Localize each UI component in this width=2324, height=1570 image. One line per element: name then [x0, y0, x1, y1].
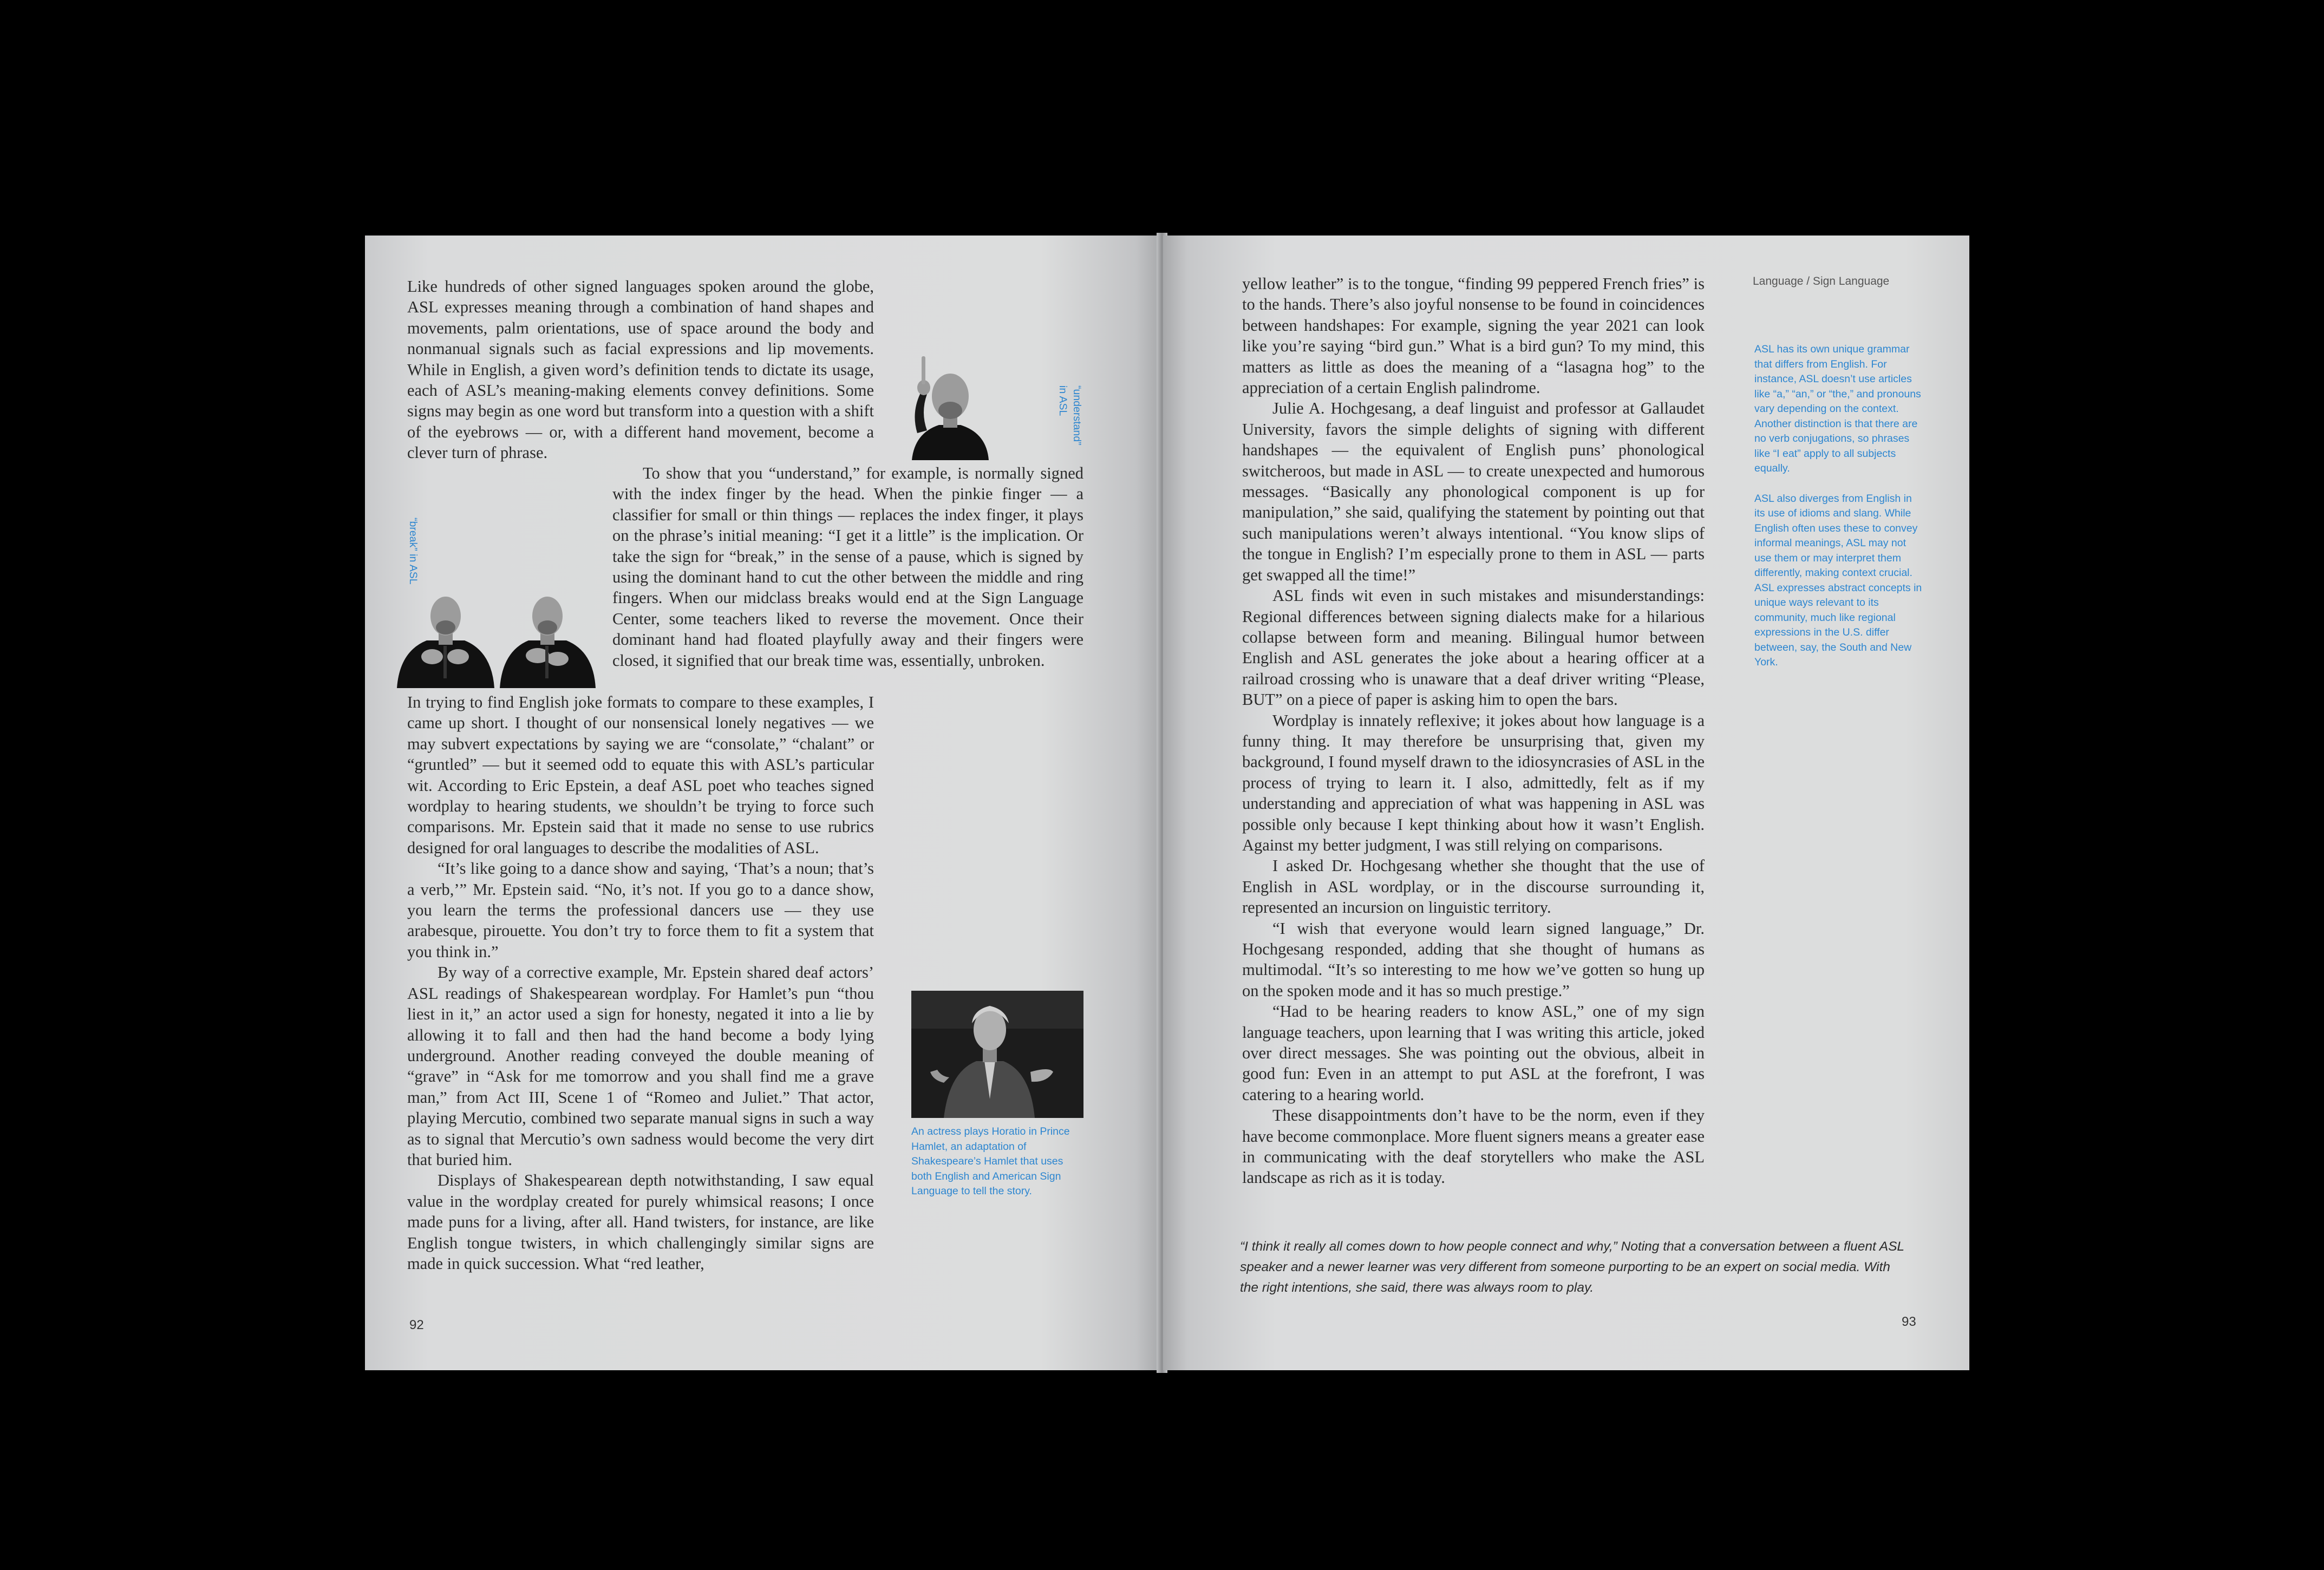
body-paragraph-dance: “It’s like going to a dance show and saying, ‘That’s a noun; that’s a verb,’” Mr. Epstein said. “No, it’s not. If you go to a dance show, you learn the terms the professional dancers use — they use arabesque, pirouette. You don’t try to force them to fit a system that you think in.”	[407, 859, 874, 961]
break-sign-photo-1	[394, 586, 497, 688]
body-paragraph-r3: ASL finds wit even in such mistakes and misunderstandings: Regional differences between signing dialects make for a hilarious collapse between form and meaning. Bilingual humor between English and ASL generates the joke about a hearing officer at a railroad crossing who is unaware that a deaf driver writing “Please, BUT” on a piece of paper is asking him to open the bars.	[1242, 586, 1705, 709]
body-column-right	[1242, 273, 1705, 1188]
sidenote-column	[1754, 342, 1922, 685]
hamlet-actress-photo	[911, 991, 1083, 1118]
body-paragraph-r1: yellow leather” is to the tongue, “finding 99 peppered French fries” is to the hands. There’s also joyful nonsense to be found in coincidences between handshapes: For example, signing the year 2021 can look like you’re saying “bird gun.” What is a bird gun? To my mind, this matters as little as does the meaning of a “lasagna hog” to the appreciation of a certain English palindrome.	[1242, 274, 1705, 397]
body-paragraph-joke: In trying to find English joke formats to compare to these examples, I came up short. I thought of our nonsensical lonely negatives — we may subvert expectations by saying we are “consolate,” “chalant” or “gruntled” — but it seemed odd to equate this with ASL’s particular wit. According to Eric Epstein, a deaf ASL poet who teaches signed wordplay to hearing students, we shouldn’t be trying to force such comparisons. Mr. Epstein said that it made no sense to use rubrics designed for oral languages to describe the modalities of ASL.	[407, 693, 874, 857]
body-paragraph-r4: Wordplay is innately reflexive; it jokes about how language is a funny thing. It may therefore be unsurprising that, given my background, I found myself drawn to the idiosyncrasies of ASL in the process of trying to learn it. I also, admittedly, felt as if my understanding and appreciation of what was happening in ASL was possible only because I kept thinking about how it wasn’t English. Against my better judgment, I was still relying on comparisons.	[1242, 711, 1705, 854]
body-paragraph-r7: “Had to be hearing readers to know ASL,” one of my sign language teachers, upon learning that I was writing this article, joked over direct messages. She was pointing out the obvious, albeit in good fun: Even in an attempt to put ASL at the forefront, I was catering to a hearing world.	[1242, 1002, 1705, 1104]
page-number-right: 93	[1902, 1314, 1916, 1329]
body-paragraph-r6: “I wish that everyone would learn signed language,” Dr. Hochgesang responded, adding that she thought of humans as multimodal. “It’s so interesting to me how we’ve gotten so hung up on the spoken mode and it has so much prestige.”	[1242, 919, 1705, 1000]
body-paragraph-r8: These disappointments don’t have to be the norm, even if they have become commonplace. More fluent signers means a greater ease in communicating with the deaf storytellers who make the ASL landscape as rich as it is today.	[1242, 1106, 1705, 1187]
caption-break: “break” in ASL	[407, 518, 419, 585]
body-paragraph-displays: Displays of Shakespearean depth notwithstanding, I saw equal value in the wordplay created for purely whimsical reasons; I once made puns for a living, after all. Hand twisters, for instance, are like English tongue twisters, in which challengingly similar signs are made in quick succession. What “red leather,	[407, 1171, 874, 1273]
body-paragraph-intro: Like hundreds of other signed languages spoken around the globe, ASL expresses meaning through a combination of hand shapes and movements, palm orientations, use of space around the body and nonmanual signals such as facial expressions and lip movements. While in English, a given word’s definition tends to dictate its usage, each of ASL’s meaning-making elements convey definitions. Some signs may begin as one word but transform into a question with a shift of the eyebrows — or, with a different hand movement, become a clever turn of phrase.	[407, 277, 874, 462]
caption-hamlet-photo: An actress plays Horatio in Prince Hamlet, an adaptation of Shakespeare’s Hamlet that uses both English and American Sign Language to tell the story.	[911, 1126, 1070, 1197]
body-paragraph-r5: I asked Dr. Hochgesang whether she thought that the use of English in ASL wordplay, or in the discourse surrounding it, represented an incursion on linguistic territory.	[1242, 856, 1705, 917]
running-head: Language / Sign Language	[1753, 275, 1890, 287]
pull-quote: “I think it really all comes down to how people connect and why,” Noting that a conversation between a fluent ASL speaker and a newer learner was very different from someone purporting to be an expert on social media. With the right intentions, she said, there was always room to play.	[1240, 1239, 1904, 1295]
body-column-left-lower	[407, 692, 874, 1274]
break-sign-photo-2	[497, 586, 597, 688]
body-paragraph-understand: To show that you “understand,” for example, is normally signed with the index finger by the head. When the pinkie finger — a classifier for small or thin things — replaces the index finger, it plays on the phrase’s initial meaning: “I get it a little” is the implication. Or take the sign for “break,” in the sense of a pause, which is signed by using the dominant hand to cut the other between the middle and ring fingers. When our midclass breaks would end at the Sign Language Center, some teachers liked to reverse the movement. Once their dominant hand had floated playfully away and their fingers were closed, it signified that our break time was, essentially, unbroken.	[612, 464, 1083, 670]
sidenote-grammar: ASL has its own unique grammar that differs from English. For instance, ASL doesn’t use articles like “a,” “an,” or “the,” and pronouns vary depending on the context. Another distinction is that there are no verb conjugations, so phrases like “I eat” apply to all subjects equally.	[1754, 343, 1921, 474]
caption-understand: “understand” in ASL	[1057, 385, 1083, 446]
body-paragraph-r2: Julie A. Hochgesang, a deaf linguist and professor at Gallaudet University, favors the simple delights of signing with different handshapes — the equivalent of English puns’ phonological switcheroos, but made in ASL — to create unexpected and humorous messages. “Basically any phonological component is up for manipulation,” she said, qualifying the statement by pointing out that such manipulations weren’t always intentional. “You know slips of the tongue in English? I’m especially prone to them in ASL — parts get swapped all the time!”	[1242, 399, 1705, 584]
understand-sign-photo	[901, 352, 998, 460]
sidenote-idioms: ASL also diverges from English in its use of idioms and slang. While English often uses these to convey informal meanings, ASL may not use them or may interpret them differently, making context crucial. ASL expresses abstract concepts in unique ways relevant to its community, much like regional expressions in the U.S. differ between, say, the South and New York.	[1754, 492, 1922, 668]
page-number-left: 92	[409, 1318, 424, 1332]
body-paragraph-hamlet: By way of a corrective example, Mr. Epstein shared deaf actors’ ASL readings of Shakespearean wordplay. For Hamlet’s pun “thou liest in it,” an actor used a sign for honesty, negated it into a lie by allowing it to fall and then had the hand become a body lying underground. Another reading conveyed the double meaning of “grave” in “Ask for me tomorrow and you shall find me a grave man,” from Act III, Scene 1 of “Romeo and Juliet.” That actor, playing Mercutio, combined two separate manual signs in such a way as to signal that Mercutio’s own sadness would become the very dirt that buried him.	[407, 963, 874, 1169]
